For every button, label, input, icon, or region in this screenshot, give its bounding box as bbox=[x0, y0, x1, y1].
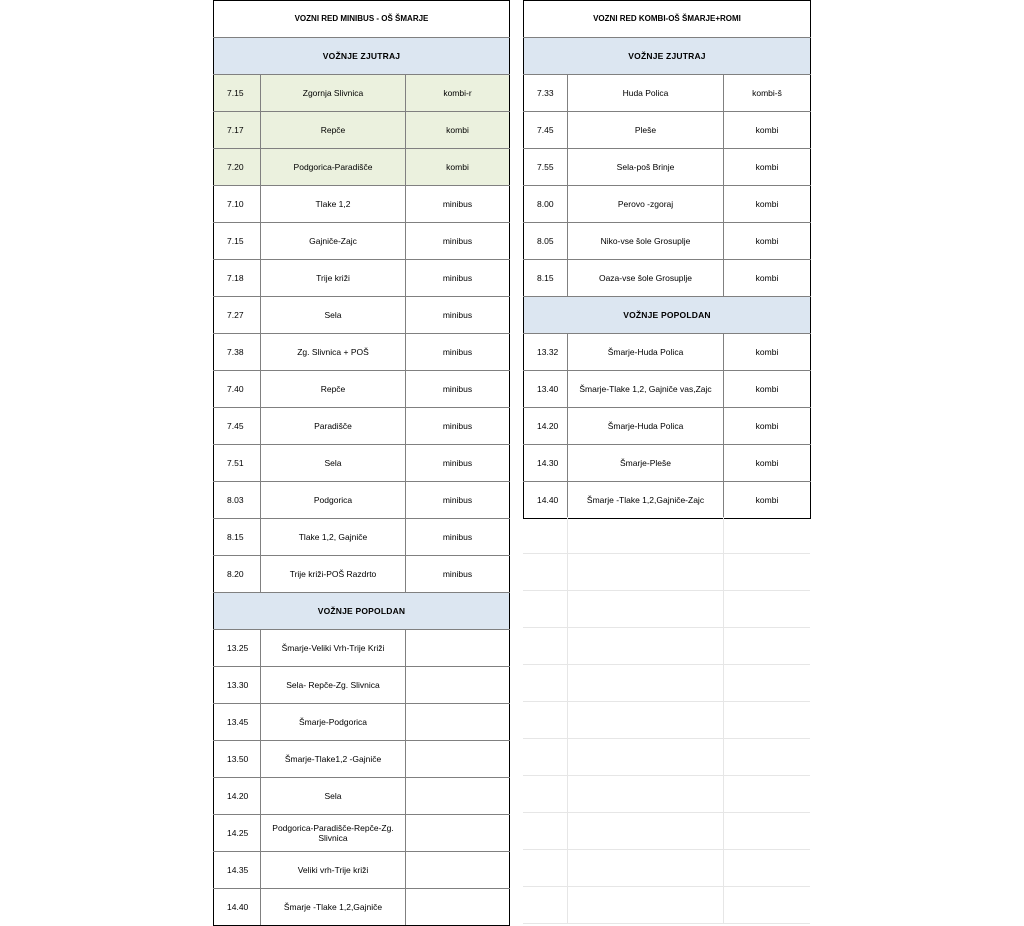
minibus-schedule-title: VOZNI RED MINIBUS - OŠ ŠMARJE bbox=[214, 1, 510, 38]
departure-time: 13.30 bbox=[214, 667, 261, 704]
empty-cell bbox=[567, 813, 723, 850]
section-header: VOŽNJE POPOLDAN bbox=[214, 593, 510, 630]
kombi-schedule-table bbox=[523, 0, 811, 519]
vehicle-type: minibus bbox=[406, 186, 510, 223]
table-row bbox=[214, 75, 510, 112]
vehicle-type: kombi bbox=[724, 112, 811, 149]
route-name: Paradišče bbox=[261, 408, 406, 445]
departure-time: 7.55 bbox=[524, 149, 568, 186]
table-title-row bbox=[214, 1, 510, 38]
empty-cell bbox=[523, 887, 567, 924]
empty-grid-row bbox=[523, 776, 810, 813]
departure-time: 13.25 bbox=[214, 630, 261, 667]
minibus-schedule-body bbox=[214, 1, 510, 926]
empty-grid-body bbox=[523, 517, 810, 924]
route-name: Oaza-vse šole Grosuplje bbox=[568, 260, 724, 297]
route-name: Pleše bbox=[568, 112, 724, 149]
empty-grid-row bbox=[523, 665, 810, 702]
departure-time: 7.15 bbox=[214, 223, 261, 260]
route-name: Podgorica bbox=[261, 482, 406, 519]
departure-time: 13.32 bbox=[524, 334, 568, 371]
vehicle-type bbox=[406, 815, 510, 852]
route-name: Tlake 1,2, Gajniče bbox=[261, 519, 406, 556]
empty-cell bbox=[567, 665, 723, 702]
route-name: Šmarje-Veliki Vrh-Trije Križi bbox=[261, 630, 406, 667]
table-row bbox=[214, 778, 510, 815]
table-row bbox=[524, 186, 811, 223]
empty-cell bbox=[523, 665, 567, 702]
table-row bbox=[524, 445, 811, 482]
departure-time: 7.38 bbox=[214, 334, 261, 371]
table-row bbox=[214, 704, 510, 741]
departure-time: 14.40 bbox=[524, 482, 568, 519]
empty-cell bbox=[523, 813, 567, 850]
empty-cell bbox=[567, 850, 723, 887]
table-row bbox=[524, 334, 811, 371]
departure-time: 14.20 bbox=[214, 778, 261, 815]
vehicle-type: kombi bbox=[406, 112, 510, 149]
vehicle-type: minibus bbox=[406, 519, 510, 556]
empty-cell bbox=[523, 517, 567, 554]
table-row bbox=[214, 186, 510, 223]
departure-time: 8.05 bbox=[524, 223, 568, 260]
departure-time: 7.51 bbox=[214, 445, 261, 482]
vehicle-type: kombi bbox=[724, 223, 811, 260]
vehicle-type: kombi-r bbox=[406, 75, 510, 112]
table-row bbox=[214, 297, 510, 334]
vehicle-type: kombi-š bbox=[724, 75, 811, 112]
table-row bbox=[214, 371, 510, 408]
route-name: Podgorica-Paradišče-Repče-Zg. Slivnica bbox=[261, 815, 406, 852]
table-row bbox=[214, 852, 510, 889]
departure-time: 8.00 bbox=[524, 186, 568, 223]
table-row bbox=[214, 630, 510, 667]
departure-time: 7.45 bbox=[214, 408, 261, 445]
table-row bbox=[524, 371, 811, 408]
vehicle-type: kombi bbox=[724, 260, 811, 297]
vehicle-type: kombi bbox=[724, 371, 811, 408]
empty-cell bbox=[723, 517, 810, 554]
departure-time: 8.15 bbox=[214, 519, 261, 556]
departure-time: 7.45 bbox=[524, 112, 568, 149]
route-name: Sela-poš Brinje bbox=[568, 149, 724, 186]
route-name: Sela- Repče-Zg. Slivnica bbox=[261, 667, 406, 704]
table-row bbox=[524, 75, 811, 112]
vehicle-type bbox=[406, 889, 510, 926]
section-header-row bbox=[524, 38, 811, 75]
departure-time: 7.18 bbox=[214, 260, 261, 297]
empty-cell bbox=[567, 517, 723, 554]
empty-cell bbox=[723, 702, 810, 739]
vehicle-type: kombi bbox=[724, 408, 811, 445]
table-row bbox=[524, 149, 811, 186]
empty-cell bbox=[567, 554, 723, 591]
departure-time: 7.10 bbox=[214, 186, 261, 223]
vehicle-type: minibus bbox=[406, 297, 510, 334]
empty-grid-row bbox=[523, 850, 810, 887]
vehicle-type bbox=[406, 778, 510, 815]
route-name: Repče bbox=[261, 112, 406, 149]
empty-grid-row bbox=[523, 702, 810, 739]
empty-cell bbox=[723, 739, 810, 776]
table-row bbox=[214, 889, 510, 926]
vehicle-type: minibus bbox=[406, 482, 510, 519]
section-header-row bbox=[214, 38, 510, 75]
vehicle-type bbox=[406, 630, 510, 667]
vehicle-type: kombi bbox=[724, 149, 811, 186]
route-name: Sela bbox=[261, 445, 406, 482]
route-name: Zgornja Slivnica bbox=[261, 75, 406, 112]
section-header-row bbox=[524, 297, 811, 334]
route-name: Tlake 1,2 bbox=[261, 186, 406, 223]
table-row bbox=[214, 149, 510, 186]
departure-time: 7.27 bbox=[214, 297, 261, 334]
empty-cell bbox=[723, 665, 810, 702]
vehicle-type: minibus bbox=[406, 556, 510, 593]
empty-grid-row bbox=[523, 517, 810, 554]
empty-cell bbox=[723, 554, 810, 591]
table-row bbox=[214, 519, 510, 556]
route-name: Šmarje-Tlake 1,2, Gajniče vas,Zajc bbox=[568, 371, 724, 408]
empty-cell bbox=[723, 776, 810, 813]
vehicle-type: kombi bbox=[724, 482, 811, 519]
empty-cell bbox=[567, 776, 723, 813]
empty-cell bbox=[723, 628, 810, 665]
route-name: Šmarje-Huda Polica bbox=[568, 408, 724, 445]
table-row bbox=[524, 260, 811, 297]
empty-cell bbox=[567, 591, 723, 628]
route-name: Veliki vrh-Trije križi bbox=[261, 852, 406, 889]
vehicle-type bbox=[406, 852, 510, 889]
route-name: Šmarje-Huda Polica bbox=[568, 334, 724, 371]
empty-cell bbox=[723, 591, 810, 628]
empty-cell bbox=[523, 739, 567, 776]
departure-time: 14.20 bbox=[524, 408, 568, 445]
empty-grid-row bbox=[523, 554, 810, 591]
vehicle-type: minibus bbox=[406, 260, 510, 297]
table-row bbox=[524, 112, 811, 149]
section-header: VOŽNJE ZJUTRAJ bbox=[214, 38, 510, 75]
empty-cell bbox=[723, 850, 810, 887]
vehicle-type: kombi bbox=[406, 149, 510, 186]
vehicle-type: kombi bbox=[724, 445, 811, 482]
departure-time: 8.20 bbox=[214, 556, 261, 593]
route-name: Perovo -zgoraj bbox=[568, 186, 724, 223]
table-row bbox=[524, 223, 811, 260]
route-name: Repče bbox=[261, 371, 406, 408]
vehicle-type: minibus bbox=[406, 334, 510, 371]
departure-time: 8.03 bbox=[214, 482, 261, 519]
route-name: Šmarje -Tlake 1,2,Gajniče bbox=[261, 889, 406, 926]
table-row bbox=[214, 334, 510, 371]
section-header-row bbox=[214, 593, 510, 630]
table-row bbox=[214, 445, 510, 482]
table-row bbox=[214, 112, 510, 149]
empty-cell bbox=[523, 702, 567, 739]
empty-cell bbox=[567, 628, 723, 665]
route-name: Sela bbox=[261, 778, 406, 815]
table-row bbox=[214, 408, 510, 445]
section-header: VOŽNJE ZJUTRAJ bbox=[524, 38, 811, 75]
route-name: Šmarje-Tlake1,2 -Gajniče bbox=[261, 741, 406, 778]
departure-time: 8.15 bbox=[524, 260, 568, 297]
route-name: Trije križi-POŠ Razdrto bbox=[261, 556, 406, 593]
vehicle-type: minibus bbox=[406, 371, 510, 408]
departure-time: 13.40 bbox=[524, 371, 568, 408]
table-row bbox=[214, 260, 510, 297]
route-name: Podgorica-Paradišče bbox=[261, 149, 406, 186]
vehicle-type: minibus bbox=[406, 408, 510, 445]
table-row bbox=[214, 741, 510, 778]
table-row bbox=[214, 667, 510, 704]
route-name: Gajniče-Zajc bbox=[261, 223, 406, 260]
vehicle-type: minibus bbox=[406, 223, 510, 260]
table-row bbox=[214, 223, 510, 260]
departure-time: 14.30 bbox=[524, 445, 568, 482]
empty-grid-row bbox=[523, 887, 810, 924]
vehicle-type bbox=[406, 741, 510, 778]
table-row bbox=[214, 815, 510, 852]
departure-time: 14.25 bbox=[214, 815, 261, 852]
empty-grid-row bbox=[523, 739, 810, 776]
route-name: Huda Polica bbox=[568, 75, 724, 112]
route-name: Trije križi bbox=[261, 260, 406, 297]
vehicle-type bbox=[406, 704, 510, 741]
departure-time: 13.50 bbox=[214, 741, 261, 778]
empty-cell bbox=[523, 554, 567, 591]
vehicle-type: kombi bbox=[724, 186, 811, 223]
empty-spreadsheet-grid bbox=[523, 517, 810, 924]
vehicle-type: kombi bbox=[724, 334, 811, 371]
kombi-schedule-title: VOZNI RED KOMBI-OŠ ŠMARJE+ROMI bbox=[524, 1, 811, 38]
empty-cell bbox=[723, 813, 810, 850]
departure-time: 7.33 bbox=[524, 75, 568, 112]
empty-cell bbox=[723, 887, 810, 924]
table-title-row bbox=[524, 1, 811, 38]
empty-cell bbox=[567, 702, 723, 739]
minibus-schedule-table bbox=[213, 0, 510, 926]
table-row bbox=[214, 556, 510, 593]
empty-grid-row bbox=[523, 813, 810, 850]
departure-time: 7.20 bbox=[214, 149, 261, 186]
empty-cell bbox=[567, 887, 723, 924]
departure-time: 14.35 bbox=[214, 852, 261, 889]
empty-cell bbox=[523, 591, 567, 628]
departure-time: 7.15 bbox=[214, 75, 261, 112]
empty-grid-row bbox=[523, 591, 810, 628]
departure-time: 7.17 bbox=[214, 112, 261, 149]
table-row bbox=[524, 408, 811, 445]
vehicle-type: minibus bbox=[406, 445, 510, 482]
section-header: VOŽNJE POPOLDAN bbox=[524, 297, 811, 334]
empty-grid-row bbox=[523, 628, 810, 665]
empty-cell bbox=[567, 739, 723, 776]
route-name: Niko-vse šole Grosuplje bbox=[568, 223, 724, 260]
departure-time: 14.40 bbox=[214, 889, 261, 926]
empty-cell bbox=[523, 776, 567, 813]
route-name: Šmarje-Podgorica bbox=[261, 704, 406, 741]
route-name: Zg. Slivnica + POŠ bbox=[261, 334, 406, 371]
empty-cell bbox=[523, 628, 567, 665]
route-name: Sela bbox=[261, 297, 406, 334]
departure-time: 7.40 bbox=[214, 371, 261, 408]
vehicle-type bbox=[406, 667, 510, 704]
departure-time: 13.45 bbox=[214, 704, 261, 741]
empty-cell bbox=[523, 850, 567, 887]
table-row bbox=[524, 482, 811, 519]
kombi-schedule-body bbox=[524, 1, 811, 519]
route-name: Šmarje-Pleše bbox=[568, 445, 724, 482]
route-name: Šmarje -Tlake 1,2,Gajniče-Zajc bbox=[568, 482, 724, 519]
table-row bbox=[214, 482, 510, 519]
